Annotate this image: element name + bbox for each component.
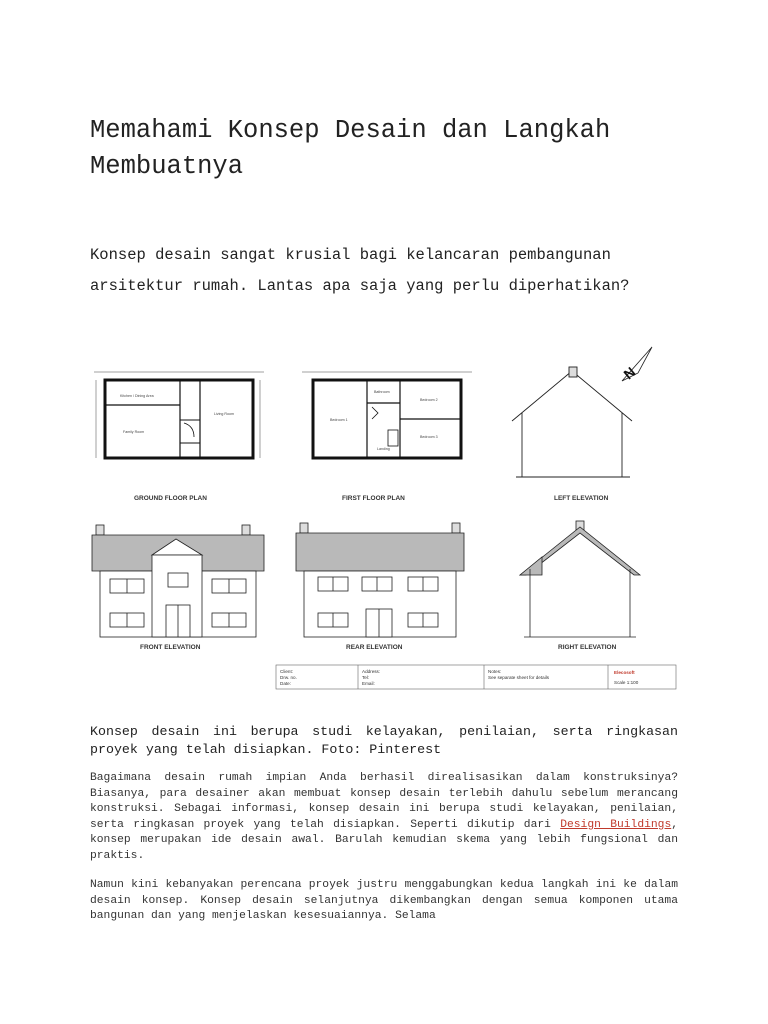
label-front-elevation: FRONT ELEVATION: [140, 644, 201, 651]
label-right-elevation: RIGHT ELEVATION: [558, 644, 617, 651]
tb-notes: Notes:: [488, 669, 502, 674]
tb-tel: Tel:: [362, 675, 370, 680]
label-ground-floor: GROUND FLOOR PLAN: [134, 495, 207, 502]
room-label-family: Family Room: [123, 430, 145, 434]
ground-floor-plan: [94, 372, 264, 458]
tb-email: Email:: [362, 681, 375, 686]
tb-brand-logo: Elecosoft: [614, 670, 635, 675]
body-paragraph-2: Namun kini kebanyakan perencana proyek justru menggabungkan kedua langkah ini ke dalam desain konsep. Konsep desain selanjutnya dikembangkan dengan semua komponen utama bangunan dan yang menjelaskan kesesuaiannya. Selama: [90, 879, 678, 923]
tb-client: Client:: [280, 669, 294, 674]
room-label-bedroom2: Bedroom 2: [420, 398, 438, 402]
page-title: Memahami Konsep Desain dan Langkah Membuatnya: [90, 116, 611, 181]
tb-scale: Scale 1:100: [614, 680, 639, 685]
lead-paragraph: Konsep desain sangat krusial bagi kelancaran pembangunan arsitektur rumah. Lantas apa saja yang perlu diperhatikan?: [90, 246, 630, 295]
house-plans-image: [90, 343, 680, 695]
room-label-bathroom: Bathroom: [374, 390, 390, 394]
front-elevation: [92, 525, 264, 637]
label-left-elevation: LEFT ELEVATION: [554, 495, 609, 502]
room-label-landing: Landing: [377, 447, 390, 451]
rear-elevation: [296, 523, 464, 637]
title-block: [276, 665, 676, 689]
left-elevation: [512, 367, 632, 477]
tb-date: Date:: [280, 681, 291, 686]
body-paragraph-1-text-end: , konsep merupakan ide desain awal. Barulah kemudian skema yang lebih fungsional dan praktis.: [90, 818, 678, 862]
room-label-living: Living Room: [214, 412, 234, 416]
label-rear-elevation: REAR ELEVATION: [346, 644, 403, 651]
room-label-bedroom1: Bedroom 1: [330, 418, 348, 422]
north-label: N: [620, 363, 639, 383]
room-label-kitchen: Kitchen / Dining Area: [120, 394, 154, 398]
label-first-floor: FIRST FLOOR PLAN: [342, 495, 405, 502]
tb-drw: Drw. no.: [280, 675, 297, 680]
design-buildings-link[interactable]: Design Buildings: [560, 818, 672, 831]
room-label-bedroom3: Bedroom 3: [420, 435, 438, 439]
first-floor-plan: [302, 372, 472, 458]
right-elevation: [520, 521, 640, 637]
tb-address: Address:: [362, 669, 381, 674]
tb-see-sheet: See separate sheet for details: [488, 675, 550, 680]
figure-caption: Konsep desain ini berupa studi kelayakan, penilaian, serta ringkasan proyek yang telah disiapkan. Foto: Pinterest: [90, 724, 678, 757]
house-plans-figure: [90, 343, 680, 695]
body-paragraph-1-text: Bagaimana desain rumah impian Anda berhasil direalisasikan dalam konstruksinya? Biasanya, para desainer akan membuat konsep desain terlebih dahulu sebelum merancang konstruksi. Sebagai informasi, konsep desain ini berupa studi kelayakan, penilaian, serta ringkasan proyek yang telah disiapkan. Seperti dikutip dari: [90, 772, 678, 831]
body-paragraph-1: [90, 771, 678, 865]
